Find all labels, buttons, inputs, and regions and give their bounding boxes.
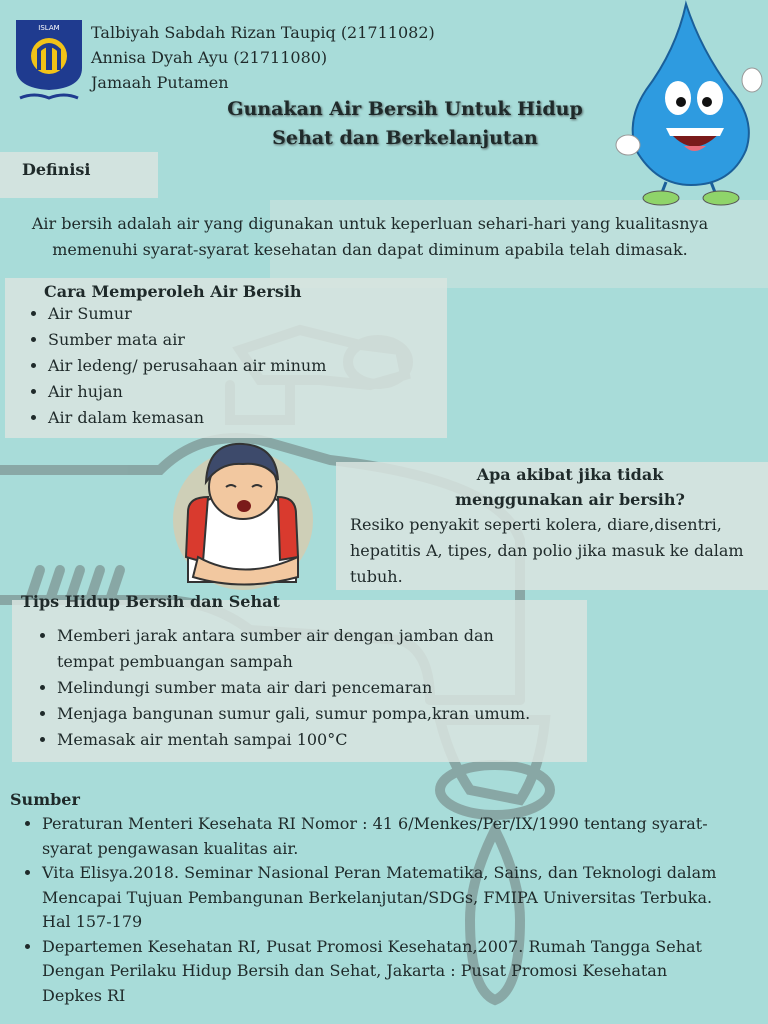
ref-2-line-2: Mencapai Tujuan Pembangunan Berkelanjutan/SDGs, FMIPA Universitas Terbuka.	[42, 887, 713, 907]
logo-arc-top: ISLAM	[38, 24, 60, 32]
definisi-text-line-1: Air bersih adalah air yang digunakan untuk keperluan sehari-hari yang kualitasnya	[31, 214, 709, 233]
title-line-1: Gunakan Air Bersih Untuk Hidup	[227, 98, 583, 120]
ref-2-line-1: Vita Elisya.2018. Seminar Nasional Peran Matematika, Sains, dan Teknologi dalam	[42, 863, 717, 882]
author-block	[91, 20, 435, 95]
ref-2-line-3: Hal 157-179	[42, 912, 143, 931]
list-item	[57, 623, 530, 675]
author-line-2: Annisa Dyah Ayu (21711080)	[91, 48, 328, 67]
akibat-text	[350, 512, 744, 590]
list-item: • Melindungi sumber mata air dari pencemaran	[57, 675, 530, 701]
sumber-list	[16, 812, 716, 1008]
cara-list	[22, 301, 326, 431]
sick-boy-illustration	[168, 432, 318, 592]
definisi-heading: Definisi	[22, 160, 91, 179]
ref-1-line-2: syarat pengawasan kualitas air.	[42, 838, 299, 858]
akibat-text-line-3: tubuh.	[350, 567, 403, 586]
title-line-2: Sehat dan Berkelanjutan	[272, 127, 538, 149]
tips-list	[31, 623, 530, 753]
akibat-text-line-2: hepatitis A, tipes, dan polio jika masuk ke dalam	[350, 541, 744, 560]
definisi-text	[0, 211, 740, 263]
list-item: • Menjaga bangunan sumur gali, sumur pompa,kran umum.	[57, 701, 530, 727]
tips-item-1-line-1: Memberi jarak antara sumber air dengan jamban dan	[57, 626, 494, 645]
list-item: • Air dalam kemasan	[48, 405, 326, 431]
list-item	[42, 935, 716, 1009]
akibat-text-line-1: Resiko penyakit seperti kolera, diare,disentri,	[350, 515, 722, 534]
list-item: • Sumber mata air	[48, 327, 326, 353]
ref-1-line-1: Peraturan Menteri Kesehata RI Nomor : 41 6/Menkes/Per/IX/1990 tentang syarat-	[42, 814, 708, 833]
definisi-text-line-2: memenuhi syarat-syarat kesehatan dan dapat diminum apabila telah dimasak.	[52, 240, 688, 259]
akibat-heading-line-2: menggunakan air bersih?	[455, 490, 685, 509]
cara-heading: Cara Memperoleh Air Bersih	[44, 282, 302, 301]
tips-item-1-line-2: tempat pembuangan sampah	[57, 652, 293, 671]
page-title	[200, 95, 610, 153]
ref-3-line-1: Departemen Kesehatan RI, Pusat Promosi Kesehatan,2007. Rumah Tangga Sehat	[42, 936, 702, 956]
ref-3-line-2: Dengan Perilaku Hidup Bersih dan Sehat, Jakarta : Pusat Promosi Kesehatan	[42, 961, 668, 980]
author-line-1: Talbiyah Sabdah Rizan Taupiq (21711082)	[91, 23, 435, 42]
akibat-heading	[420, 462, 720, 512]
water-drop-mascot	[606, 0, 768, 210]
akibat-heading-line-1: Apa akibat jika tidak	[476, 465, 664, 484]
tips-heading: Tips Hidup Bersih dan Sehat	[21, 592, 280, 611]
list-item	[42, 861, 716, 935]
list-item: • Air hujan	[48, 379, 326, 405]
sumber-heading: Sumber	[10, 790, 80, 809]
list-item: • Air ledeng/ perusahaan air minum	[48, 353, 326, 379]
university-logo	[14, 18, 84, 104]
list-item: • Air Sumur	[48, 301, 326, 327]
list-item	[42, 812, 716, 861]
list-item: • Memasak air mentah sampai 100°C	[57, 727, 530, 753]
author-line-3: Jamaah Putamen	[91, 73, 229, 92]
ref-3-line-3: Depkes RI	[42, 985, 126, 1005]
